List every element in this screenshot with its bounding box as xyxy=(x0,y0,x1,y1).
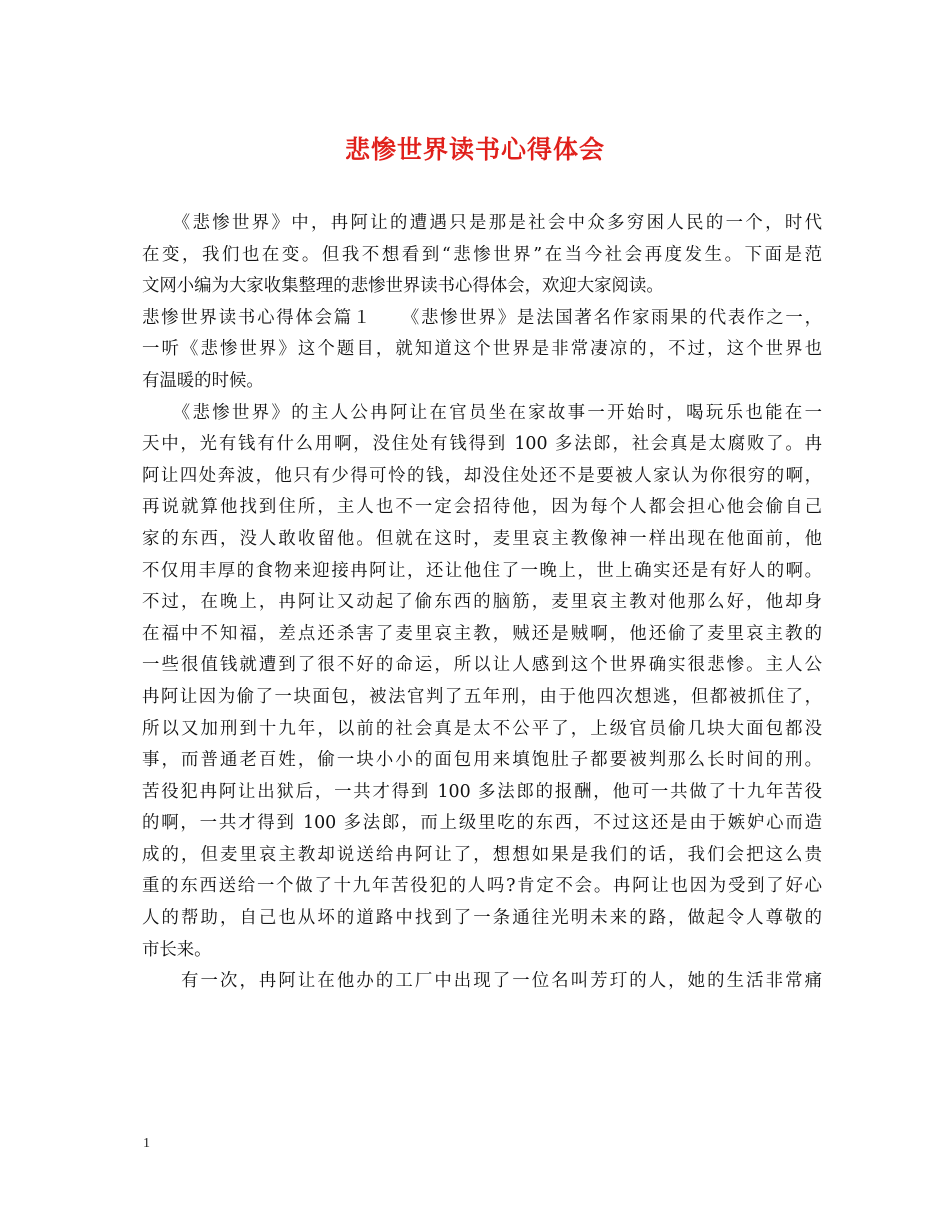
text-line: 有一次，冉阿让在他办的工厂中出现了一位名叫芳玎的人，她的生活非常痛 xyxy=(142,971,822,992)
text-line: 所以又加刑到十九年，以前的社会真是太不公平了，上级官员偷几块大面包都没 xyxy=(142,718,822,739)
text-line: 有温暖的时候。 xyxy=(142,370,264,391)
text-line: 人的帮助，自己也从坏的道路中找到了一条通往光明未来的路，做起令人尊敬的 xyxy=(142,908,822,929)
text-line: 成的，但麦里哀主教却说送给冉阿让了，想想如果是我们的话，我们会把这么贵 xyxy=(142,844,822,865)
body-text xyxy=(142,208,822,998)
text-line: 冉阿让因为偷了一块面包，被法官判了五年刑，由于他四次想逃，但都被抓住了， xyxy=(142,686,822,707)
text-line: 家的东西，没人敢收留他。但就在这时，麦里哀主教像神一样出现在他面前，他 xyxy=(142,528,822,549)
text-line: 不过，在晚上，冉阿让又动起了偷东西的脑筋，麦里哀主教对他那么好，他却身 xyxy=(142,592,822,613)
text-line: 再说就算他找到住所，主人也不一定会招待他，因为每个人都会担心他会偷自己 xyxy=(142,497,822,518)
text-line: 在福中不知福，差点还杀害了麦里哀主教，贼还是贼啊，他还偷了麦里哀主教的 xyxy=(142,623,822,644)
text-line: 悲惨世界读书心得体会篇１ 《悲惨世界》是法国著名作家雨果的代表作之一， xyxy=(142,307,822,328)
text-line: 的啊，一共才得到 100 多法郎，而上级里吃的东西，不过这还是由于嫉妒心而造 xyxy=(142,813,822,834)
text-line: 事，而普通老百姓，偷一块小小的面包用来填饱肚子都要被判那么长时间的刑。 xyxy=(142,750,822,771)
text-line: 《悲惨世界》中，冉阿让的遭遇只是那是社会中众多穷困人民的一个，时代 xyxy=(142,213,822,233)
text-line: 《悲惨世界》的主人公冉阿让在官员坐在家故事一开始时，喝玩乐也能在一 xyxy=(142,402,822,423)
text-line: 一些很值钱就遭到了很不好的命运，所以让人感到这个世界确实很悲惨。主人公 xyxy=(142,655,822,676)
page-number: 1 xyxy=(143,1136,150,1151)
text-line: 文网小编为大家收集整理的悲惨世界读书心得体会，欢迎大家阅读。 xyxy=(142,276,664,297)
text-line: 天中，光有钱有什么用啊，没住处有钱得到 100 多法郎，社会真是太腐败了。冉 xyxy=(142,434,822,455)
text-line: 不仅用丰厚的食物来迎接冉阿让，还让他住了一晚上，世上确实还是有好人的啊。 xyxy=(142,560,822,581)
text-line: 重的东西送给一个做了十九年苦役犯的人吗?肯定不会。冉阿让也因为受到了好心 xyxy=(142,876,822,897)
text-line: 苦役犯冉阿让出狱后，一共才得到 100 多法郎的报酬，他可一共做了十九年苦役 xyxy=(142,781,822,802)
text-line: 一听《悲惨世界》这个题目，就知道这个世界是非常凄凉的，不过，这个世界也 xyxy=(142,339,822,360)
document-title: 悲惨世界读书心得体会 xyxy=(344,135,605,164)
text-line: 阿让四处奔波，他只有少得可怜的钱，却没住处还不是要被人家认为你很穷的啊， xyxy=(142,465,822,486)
text-line: 市长来。 xyxy=(142,939,212,960)
text-line: 在变，我们也在变。但我不想看到“悲惨世界”在当今社会再度发生。下面是范 xyxy=(142,244,822,265)
